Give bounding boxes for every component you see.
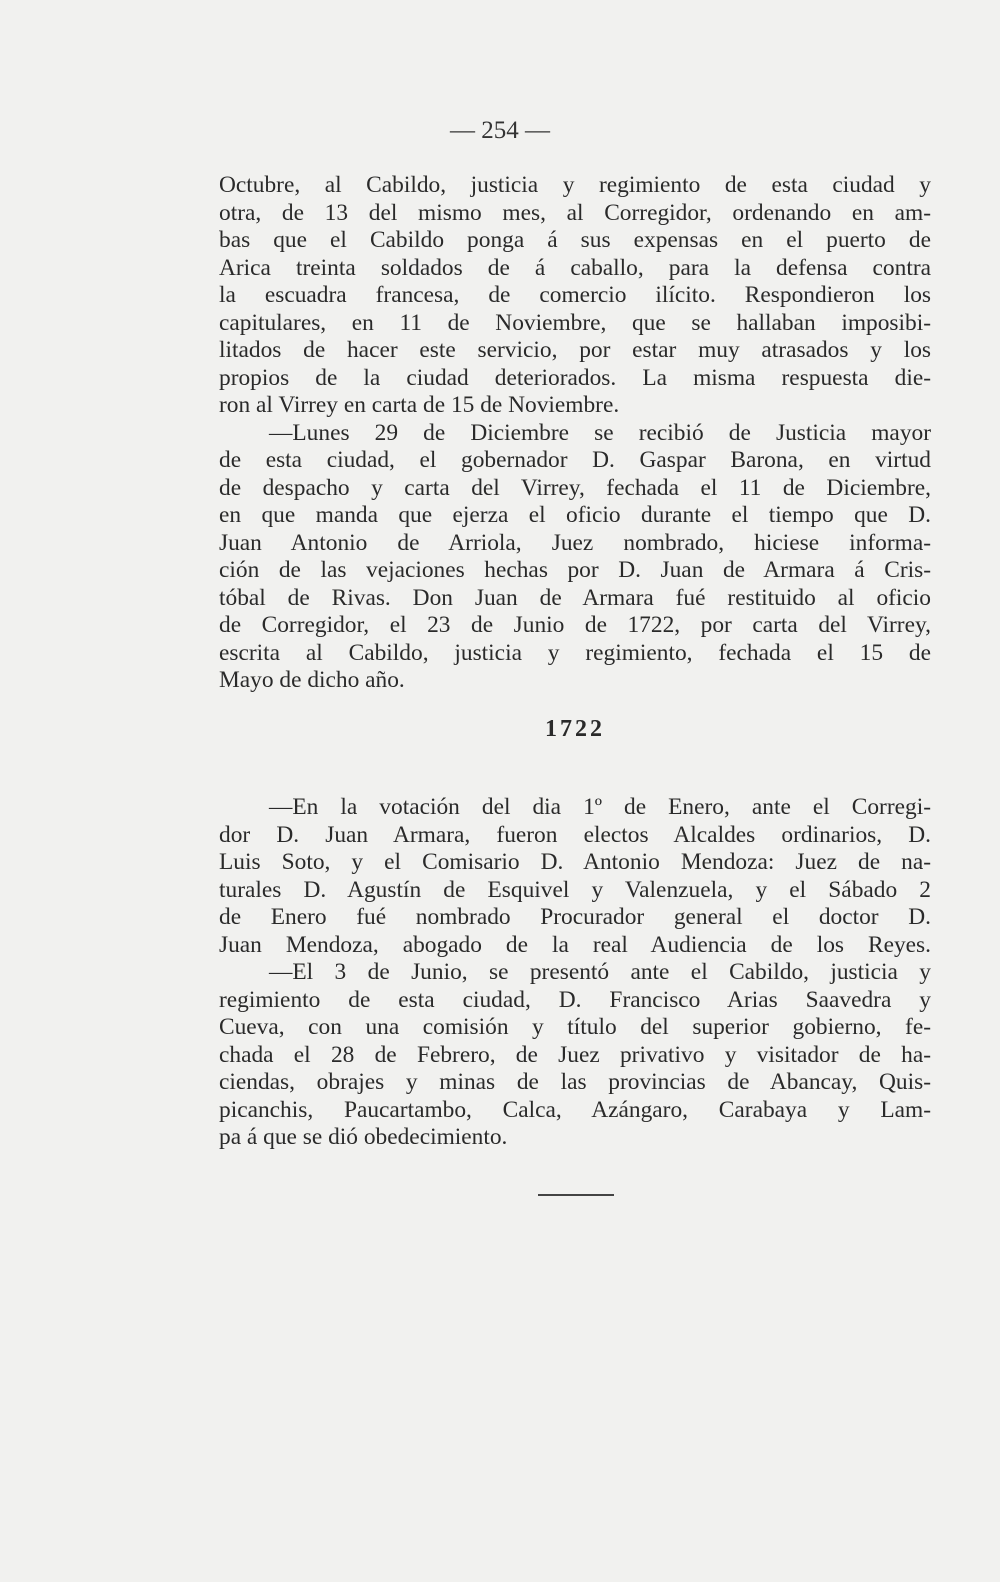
text-line: de Corregidor, el 23 de Junio de 1722, por carta del Virrey, xyxy=(219,612,931,638)
text-block-1 xyxy=(219,172,931,695)
text-line: en que manda que ejerza el oficio durante el tiempo que D. xyxy=(219,502,931,528)
text-line: Mayo de dicho año. xyxy=(219,667,405,693)
text-line: ron al Virrey en carta de 15 de Noviembre. xyxy=(219,392,620,418)
text-line: —Lunes 29 de Diciembre se recibió de Justicia mayor xyxy=(269,419,931,446)
text-line: Cueva, con una comisión y título del superior gobierno, fe- xyxy=(219,1014,931,1040)
text-line: turales D. Agustín de Esquivel y Valenzuela, y el Sábado 2 xyxy=(219,876,931,903)
paragraph-4 xyxy=(219,959,931,1152)
text-line: —En la votación del dia 1º de Enero, ante el Corregi- xyxy=(269,794,931,820)
text-line: ciendas, obrajes y minas de las provincias de Abancay, Quis- xyxy=(219,1069,931,1095)
text-line: capitulares, en 11 de Noviembre, que se hallaban imposibi- xyxy=(219,309,931,336)
text-line: Juan Antonio de Arriola, Juez nombrado, hiciese informa- xyxy=(219,529,931,556)
text-line: chada el 28 de Febrero, de Juez privativo y visitador de ha- xyxy=(219,1041,931,1068)
text-line: de despacho y carta del Virrey, fechada el 11 de Diciembre, xyxy=(219,474,931,501)
text-line: dor D. Juan Armara, fueron electos Alcaldes ordinarios, D. xyxy=(219,821,931,848)
year-heading: 1722 xyxy=(545,716,605,742)
section-divider xyxy=(538,1194,614,1196)
text-line: la escuadra francesa, de comercio ilícito. Respondieron los xyxy=(219,282,931,308)
page-number: — 254 — xyxy=(450,117,550,144)
paragraph-2 xyxy=(219,420,931,695)
text-line: —El 3 de Junio, se presentó ante el Cabildo, justicia y xyxy=(269,959,931,985)
text-line: picanchis, Paucartambo, Calca, Azángaro, Carabaya y Lam- xyxy=(219,1096,931,1123)
text-line: propios de la ciudad deteriorados. La misma respuesta die- xyxy=(219,364,931,391)
text-line: de Enero fué nombrado Procurador general el doctor D. xyxy=(219,904,931,930)
text-line: Arica treinta soldados de á caballo, para la defensa contra xyxy=(219,254,931,281)
text-line: pa á que se dió obedecimiento. xyxy=(219,1124,508,1150)
text-line: bas que el Cabildo ponga á sus expensas en el puerto de xyxy=(219,227,931,253)
text-line: litados de hacer este servicio, por estar muy atrasados y los xyxy=(219,337,931,363)
text-block-2 xyxy=(219,794,931,1152)
text-line: Octubre, al Cabildo, justicia y regimiento de esta ciudad y xyxy=(219,172,931,198)
text-line: Juan Mendoza, abogado de la real Audiencia de los Reyes. xyxy=(219,931,931,958)
text-line: otra, de 13 del mismo mes, al Corregidor, ordenando en am- xyxy=(219,199,931,226)
text-line: de esta ciudad, el gobernador D. Gaspar Barona, en virtud xyxy=(219,447,931,473)
paragraph-1 xyxy=(219,172,931,420)
text-line: escrita al Cabildo, justicia y regimiento, fechada el 15 de xyxy=(219,639,931,666)
text-line: regimiento de esta ciudad, D. Francisco Arias Saavedra y xyxy=(219,986,931,1013)
paragraph-3 xyxy=(219,794,931,959)
text-line: tóbal de Rivas. Don Juan de Armara fué restituido al oficio xyxy=(219,584,931,611)
text-line: ción de las vejaciones hechas por D. Juan de Armara á Cris- xyxy=(219,557,931,583)
text-line: Luis Soto, y el Comisario D. Antonio Mendoza: Juez de na- xyxy=(219,849,931,875)
